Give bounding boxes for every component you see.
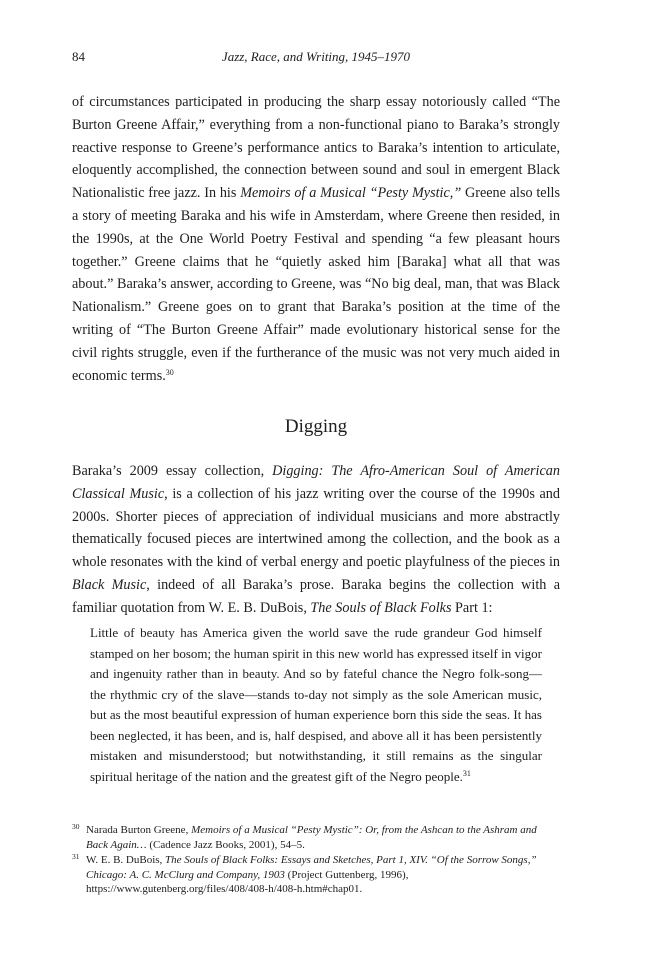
paragraph-digging: Baraka’s 2009 essay collection, Digging: The Afro-American Soul of American Classical Music, is a collection of his jazz writing over the course of the 1990s and 2000s. Shorter pieces of appreciation of individual musicians and more abstractly thematically focused pieces are intertwined among the collection, and the book as a whole resonates with the kind of verbal energy and poetic playfulness of the pieces in Black Music, indeed of all Baraka’s prose. Baraka begins the collection with a familiar quotation from W. E. B. DuBois, The Souls of Black Folks Part 1: <box>72 463 560 616</box>
book-title-italic: Black Music <box>72 576 147 593</box>
running-head <box>72 49 560 69</box>
footnote-ref-31: 31 <box>462 768 471 778</box>
footnote-30: 30 Narada Burton Greene, Memoirs of a Musical “Pesty Mystic”: Or, from the Ashcan to the Ashram and Back Again… (Cadence Jazz Books, 2001), 54–5. <box>72 822 537 851</box>
footnote-number: 31 <box>72 852 80 861</box>
paragraph-continuation: of circumstances participated in producing the sharp essay notoriously called “The Burton Greene Affair,” everything from a non-functional piano to Baraka’s strongly reactive response to Greene’s performance antics to Baraka’s intention to articulate, eloquently accomplished, the connection between sound and soul in emergent Black Nationalistic free jazz. In his Memoirs of a Musical “Pesty Mystic,” Greene also tells a story of meeting Baraka and his wife in Amsterdam, where Greene then resided, in the 1990s, at the One World Poetry Festival and spending “a few pleasant hours together.” Greene claims that he “quietly asked him [Baraka] what all that was about.” Baraka’s answer, according to Greene, was “No big deal, man, that was Black Nationalism.” Greene goes on to grant that Baraka’s position at the time of the writing of “The Burton Greene Affair” made evolutionary historical sense for the civil rights struggle, even if the furtherance of the music was not very much aided in economic terms.$^{30}$ <box>72 94 561 384</box>
footnote-number: 30 <box>72 822 80 831</box>
section-heading: Digging <box>284 416 348 437</box>
block-quote: Little of beauty has America given the world save the rude grandeur God himself stamped on her bosom; the human spirit in this new world has expressed itself in vigor and ingenuity rather than in beauty. And so by fateful chance the Negro folk-song—the rhythmic cry of the slave—stands to-day not simply as the sole American music, but as the most beautiful expression of human experience born this side the seas. It has been neglected, it has been, and is, half despised, and above all it has been persistently mistaken and misunderstood; but notwithstanding, it still remains as the singular spiritual heritage of the nation and the greatest gift of the Negro people.$^{31}$ <box>90 625 542 784</box>
footnote-ref-30: 30 <box>165 367 174 377</box>
book-title-italic: The Souls of Black Folks <box>310 599 452 616</box>
body-text-top <box>72 91 560 387</box>
book-title-italic: Memoirs of a Musical “Pesty Mystic,” <box>240 185 462 202</box>
book-title-italic: Digging: The Afro-American Soul of American Classical Music <box>72 463 560 502</box>
body-text-digging <box>72 460 560 620</box>
page-number: 84 <box>72 49 85 64</box>
footnote-31: 31 W. E. B. DuBois, The Souls of Black Folks: Essays and Sketches, Part 1, XIV. “Of the Sorrow Songs,” Chicago: A. C. McClurg and Company, 1903 (Project Guttenberg, 1996), https://www.gutenberg.org/files/408/408-h/408-h.htm#chap01. <box>72 852 537 895</box>
footnotes <box>72 823 560 898</box>
running-title: Jazz, Race, and Writing, 1945–1970 <box>221 49 411 64</box>
